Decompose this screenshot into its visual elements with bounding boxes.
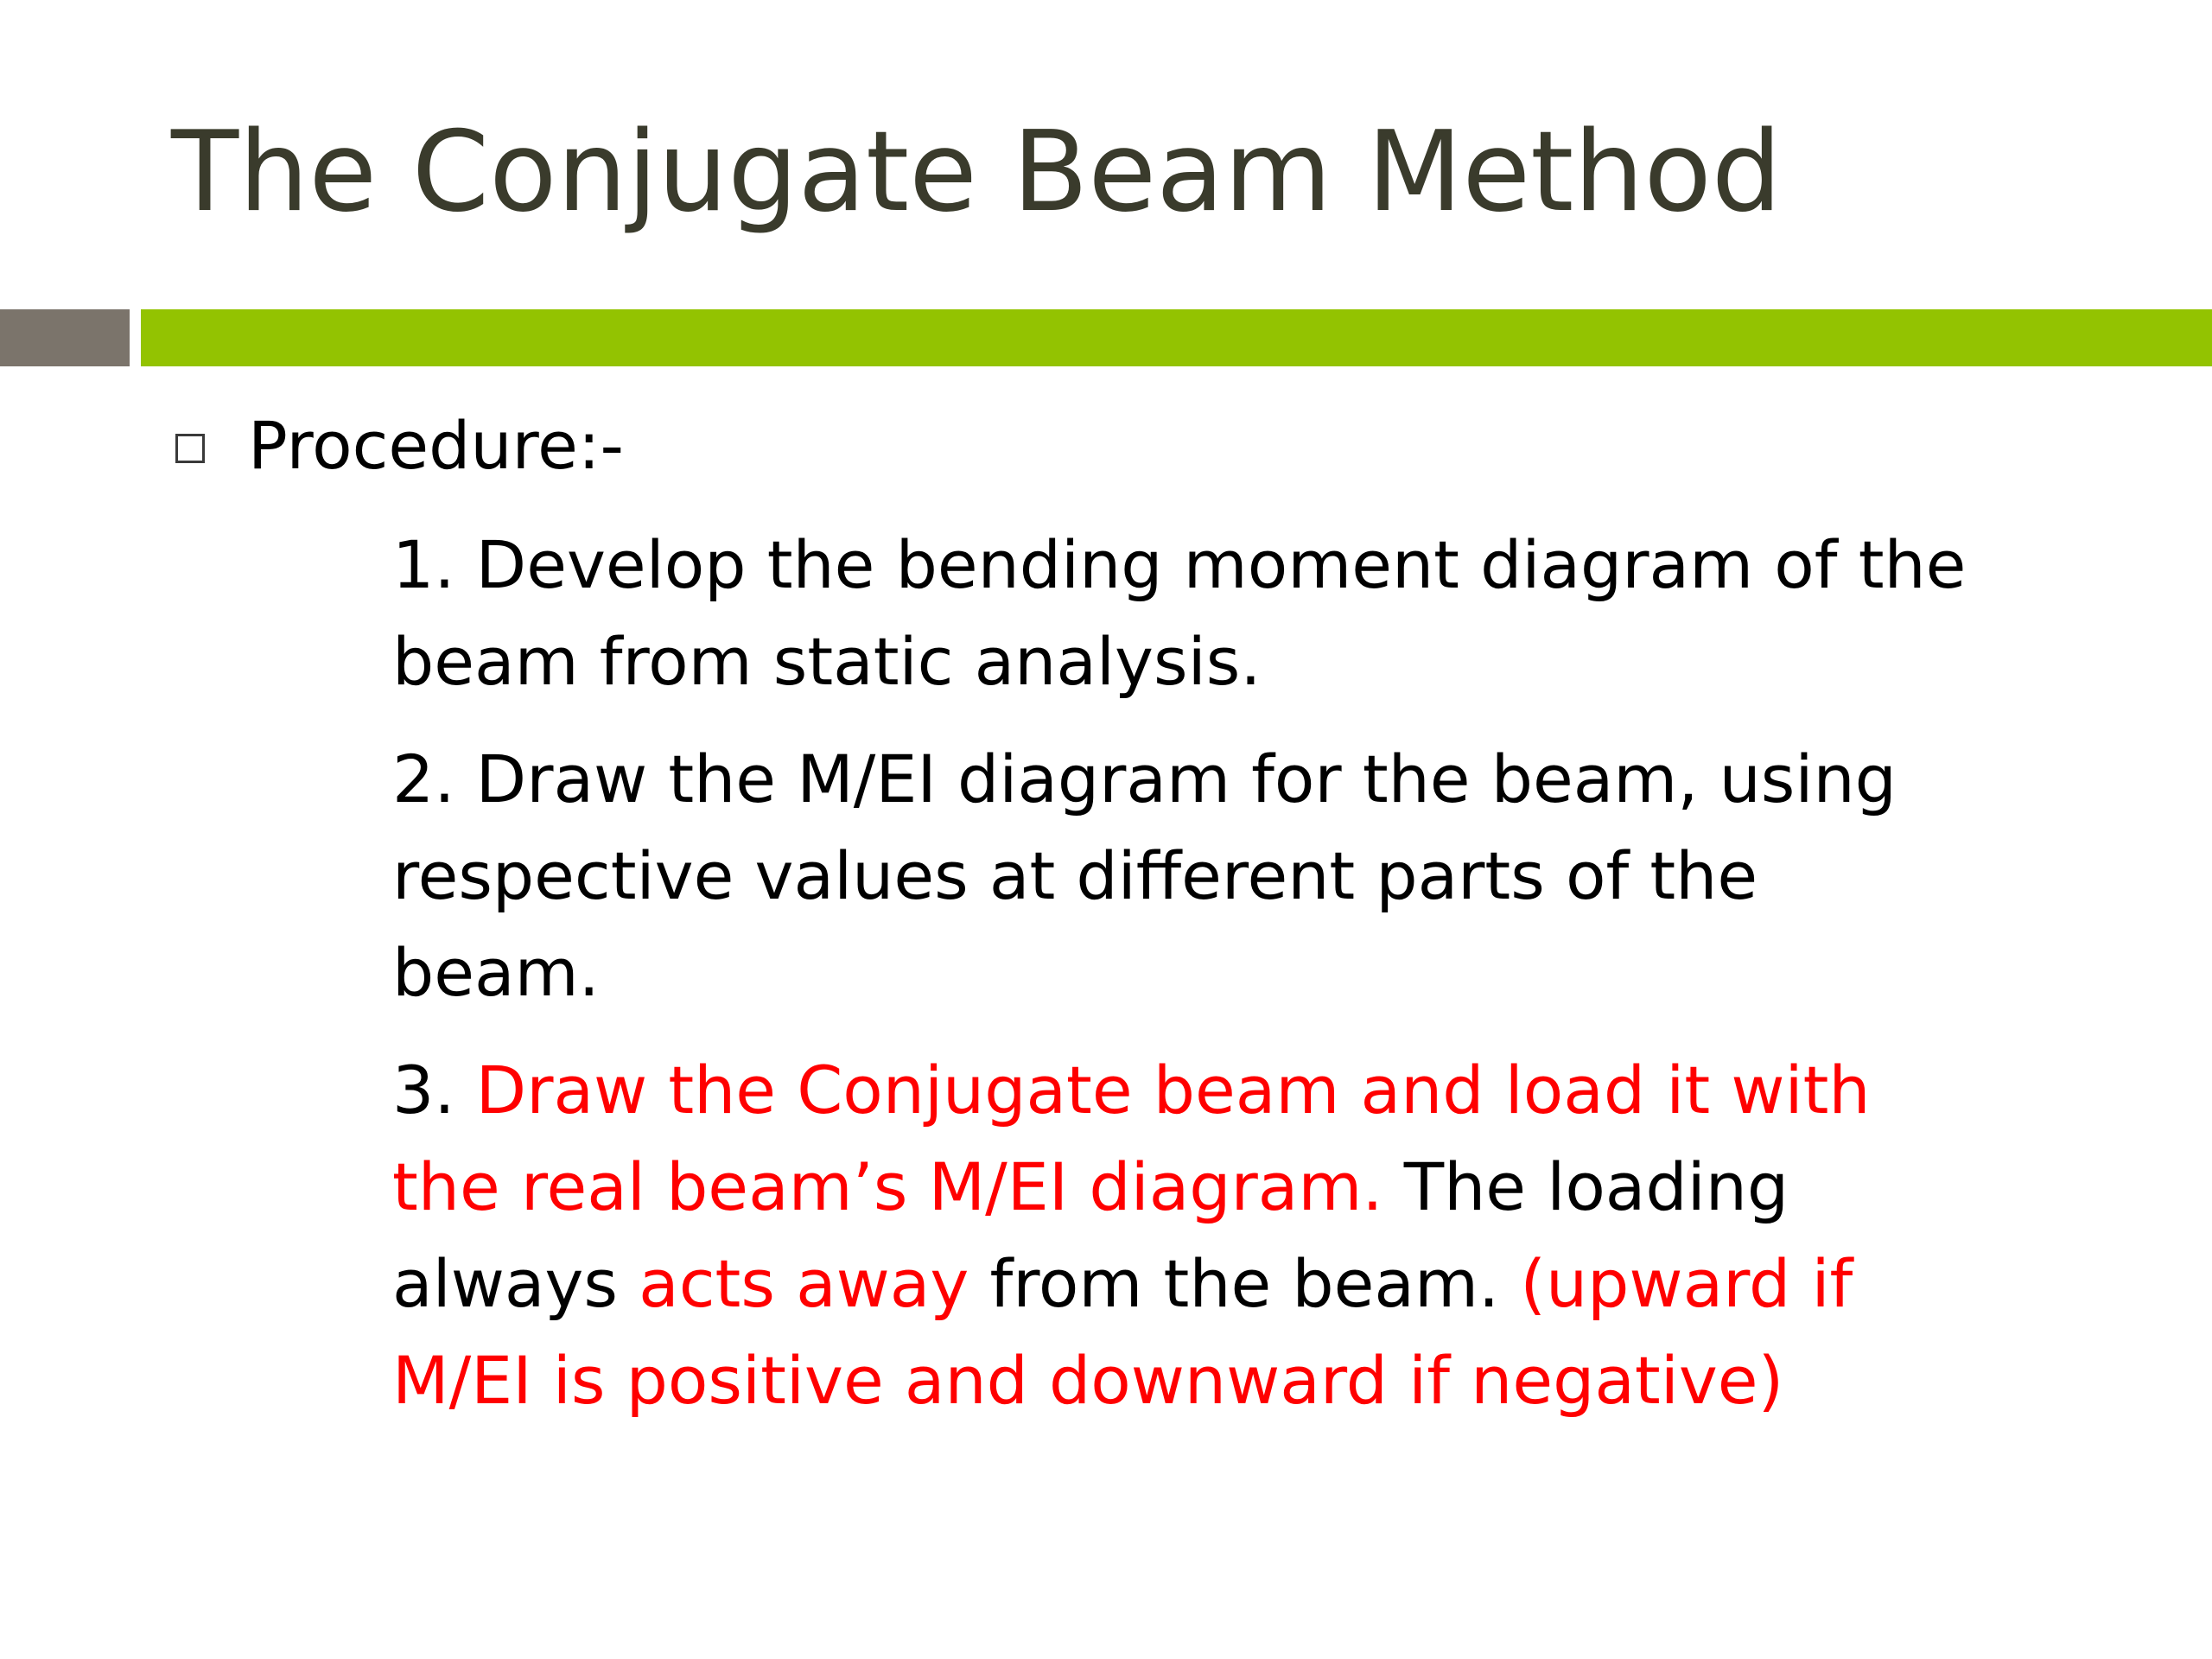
square-bullet-icon — [175, 434, 205, 463]
step-3-number: 3. — [392, 1052, 476, 1128]
step-3-emphasis-b: the real beam’s M/EI diagram. — [392, 1148, 1383, 1225]
step-1-line-1: 1. Develop the bending moment diagram of the — [392, 526, 1967, 603]
step-2-line-3: beam. — [392, 934, 600, 1011]
step-1-line-2: beam from static analysis. — [392, 623, 1262, 700]
slide-title: The Conjugate Beam Method — [171, 108, 1782, 237]
step-3-emphasis-a: Draw the Conjugate beam and load it with — [475, 1052, 1871, 1128]
step-2-line-2: respective values at different parts of the — [392, 837, 1758, 914]
title-rule-gray-segment — [0, 309, 130, 366]
step-3-emphasis-d: (upward if — [1520, 1245, 1853, 1322]
step-3-emphasis-e: M/EI is positive and downward if negative) — [392, 1342, 1784, 1419]
step-3 — [392, 1042, 2120, 1429]
title-rule-green-bar — [141, 309, 2212, 366]
step-2 — [392, 731, 2120, 1021]
step-1 — [392, 517, 2120, 710]
bullet-procedure — [175, 404, 624, 487]
step-3-text-b: always — [392, 1245, 639, 1322]
step-2-line-1: 2. Draw the M/EI diagram for the beam, using — [392, 741, 1897, 817]
step-3-text-c: from the beam. — [969, 1245, 1521, 1322]
procedure-steps — [392, 517, 2120, 1450]
bullet-label: Procedure:- — [248, 407, 624, 484]
step-3-text-a: The loading — [1382, 1148, 1789, 1225]
step-3-emphasis-c: acts away — [639, 1245, 969, 1322]
